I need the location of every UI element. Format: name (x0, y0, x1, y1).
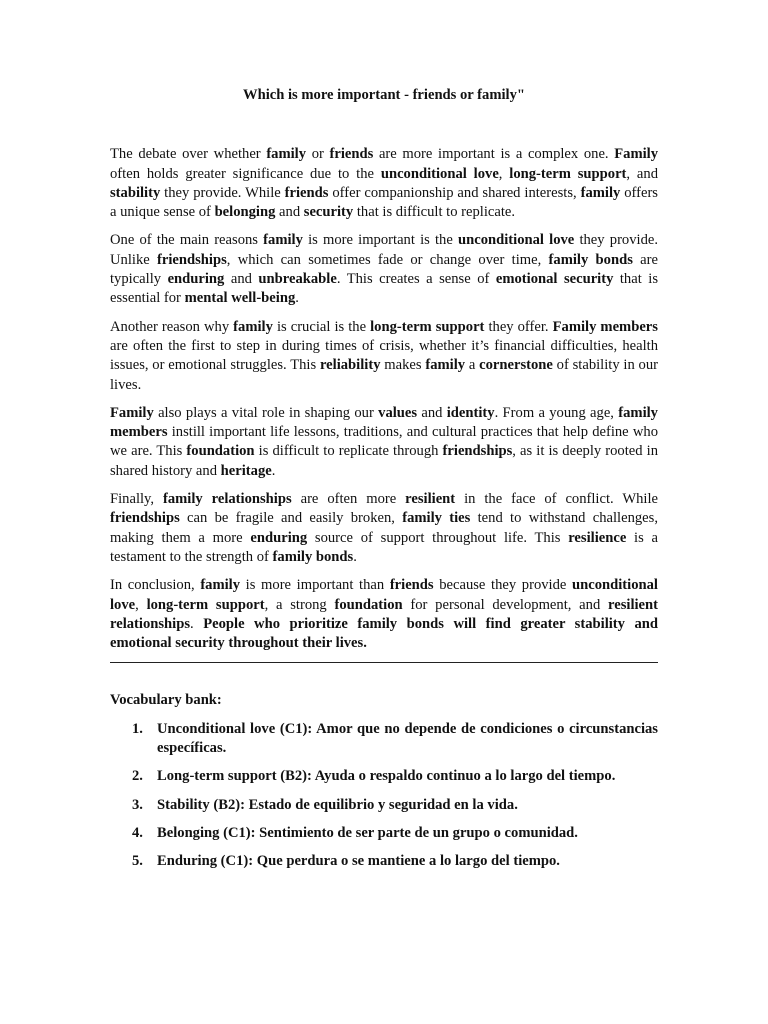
text-run: is crucial is the (272, 318, 371, 335)
emphasized-text: Family members (552, 318, 658, 335)
vocabulary-item-number: 5. (132, 853, 143, 870)
text-run: In conclusion, (110, 577, 201, 594)
vocabulary-item-text: Belonging (C1): Sentimiento de ser parte de un grupo o comunidad. (157, 824, 578, 841)
text-run: is a testament to the strength of (110, 529, 659, 565)
vocabulary-item-text: Stability (B2): Estado de equilibrio y seguridad en la vida. (157, 796, 518, 813)
emphasized-text: resilient relationships (110, 596, 659, 632)
emphasized-text: long-term support (370, 318, 485, 335)
text-run: in the face of conflict. While (455, 491, 658, 508)
paragraph-conclusion (110, 576, 658, 653)
emphasized-text: friendships (110, 510, 180, 527)
text-run: is more important than (240, 577, 390, 594)
text-run: . (190, 615, 204, 632)
emphasized-text: family (425, 357, 466, 374)
emphasized-text: family members (110, 404, 658, 441)
text-run: offers a unique sense of (110, 184, 658, 221)
vocabulary-item (110, 720, 658, 759)
text-run: , (498, 165, 510, 182)
emphasized-text: emotional security (495, 271, 614, 288)
emphasized-text: family bonds (272, 548, 354, 565)
vocabulary-bank (110, 691, 658, 871)
vocabulary-item-number: 4. (132, 824, 143, 841)
emphasized-text: heritage (220, 462, 272, 479)
vocabulary-item-text: Unconditional love (C1): Amor que no depende de condiciones o circunstancias específicas. (157, 720, 658, 757)
text-run: . (353, 548, 357, 565)
text-run: instill important life lessons, traditions, and cultural practices that help define who we are. This (110, 424, 658, 460)
text-run: of stability in our lives. (110, 357, 658, 393)
text-run: can be fragile and easily broken, (179, 510, 403, 527)
text-run: are more important is a complex one. (373, 146, 615, 163)
emphasized-text: People who prioritize family bonds will find greater stability and emotional security throughout their lives. (110, 615, 658, 652)
text-run: makes (380, 357, 426, 374)
emphasized-text: Family (614, 146, 659, 163)
text-run: One of the main reasons (110, 232, 264, 249)
vocabulary-item (110, 767, 658, 786)
emphasized-text: friendships (442, 443, 513, 460)
emphasized-text: friends (329, 146, 374, 163)
text-run: is more important is the (302, 232, 458, 249)
emphasized-text: long-term support (146, 596, 265, 613)
emphasized-text: family bonds (548, 251, 633, 268)
emphasized-text: resilient (405, 491, 456, 508)
text-run: because they provide (433, 577, 573, 594)
emphasized-text: family (263, 232, 303, 249)
text-run: is difficult to replicate through (254, 443, 443, 460)
paragraph-5 (110, 490, 658, 567)
emphasized-text: family (580, 184, 621, 201)
emphasized-text: foundation (334, 596, 403, 613)
vocabulary-item-number: 2. (132, 768, 143, 785)
text-run: for personal development, and (402, 596, 609, 613)
emphasized-text: foundation (186, 443, 255, 460)
text-run: . From a young age, (494, 404, 619, 421)
text-run: are often more (291, 491, 406, 508)
vocabulary-list (110, 720, 658, 872)
emphasized-text: unbreakable (258, 271, 337, 288)
emphasized-text: identity (446, 404, 495, 421)
emphasized-text: long-term support (509, 165, 627, 182)
emphasized-text: unconditional love (458, 232, 575, 249)
emphasized-text: unconditional love (110, 577, 658, 613)
text-run: source of support throughout life. This (307, 529, 569, 546)
text-run: they provide. While (160, 184, 285, 201)
text-run: they provide. Unlike (110, 232, 658, 268)
emphasized-text: mental well-being (184, 290, 296, 307)
text-run: offer companionship and shared interests, (328, 184, 581, 201)
text-run: often holds greater significance due to the (110, 165, 381, 182)
vocabulary-item (110, 852, 658, 871)
text-run: , which can sometimes fade or change over time, (226, 251, 549, 268)
text-run: and (417, 404, 447, 421)
emphasized-text: values (378, 404, 418, 421)
emphasized-text: family (200, 577, 241, 594)
section-divider (110, 662, 658, 663)
text-run: that is essential for (110, 271, 658, 307)
emphasized-text: enduring (250, 529, 308, 546)
vocabulary-item-number: 3. (132, 796, 143, 813)
emphasized-text: cornerstone (479, 357, 553, 374)
text-run: and (275, 204, 304, 221)
vocabulary-item-text: Long-term support (B2): Ayuda o respaldo continuo a lo largo del tiempo. (157, 768, 616, 785)
emphasized-text: resilience (568, 529, 627, 546)
text-run: Another reason why (110, 318, 234, 335)
document-title: Which is more important - friends or family" (243, 87, 525, 103)
text-run: tend to withstand challenges, making them a more (110, 510, 658, 546)
paragraph-1 (110, 145, 658, 222)
emphasized-text: friendships (157, 251, 227, 268)
emphasized-text: security (303, 204, 354, 221)
vocabulary-item (110, 824, 658, 843)
essay-body (110, 145, 658, 653)
emphasized-text: friends (284, 184, 329, 201)
paragraph-3 (110, 318, 658, 395)
text-run: , and (626, 165, 658, 182)
text-run: , (135, 596, 147, 613)
text-run: that is difficult to replicate. (353, 204, 516, 221)
vocabulary-item-text: Enduring (C1): Que perdura o se mantiene a lo largo del tiempo. (157, 853, 560, 870)
text-run: also plays a vital role in shaping our (153, 404, 379, 421)
text-run: , as it is deeply rooted in shared history and (110, 443, 658, 479)
text-run: . (271, 462, 276, 479)
emphasized-text: family ties (402, 510, 471, 527)
text-run: a (465, 357, 480, 374)
emphasized-text: family relationships (162, 491, 292, 508)
text-run: are typically (110, 251, 658, 288)
text-run: or (306, 146, 330, 163)
paragraph-4 (110, 404, 658, 481)
emphasized-text: Family (110, 404, 154, 421)
text-run: The debate over whether (110, 146, 267, 163)
text-run: . This creates a sense of (336, 271, 496, 288)
emphasized-text: unconditional love (380, 165, 499, 182)
emphasized-text: friends (389, 577, 434, 594)
paragraph-2 (110, 231, 658, 308)
emphasized-text: enduring (167, 271, 225, 288)
text-run: are often the first to step in during times of crisis, whether it’s financial difficulties, health issues, or emotional struggles. This (110, 337, 658, 374)
vocabulary-item-number: 1. (132, 720, 143, 737)
emphasized-text: reliability (319, 357, 381, 374)
document-page (110, 86, 658, 881)
emphasized-text: stability (110, 184, 161, 201)
text-run: and (224, 271, 259, 288)
text-run: Finally, (110, 491, 163, 508)
emphasized-text: family (233, 318, 273, 335)
text-run: . (295, 290, 299, 307)
emphasized-text: family (266, 146, 307, 163)
vocabulary-item (110, 796, 658, 815)
vocabulary-heading: Vocabulary bank: (110, 692, 222, 709)
text-run: they offer. (484, 318, 553, 335)
text-run: , a strong (264, 596, 335, 613)
emphasized-text: belonging (214, 204, 276, 221)
